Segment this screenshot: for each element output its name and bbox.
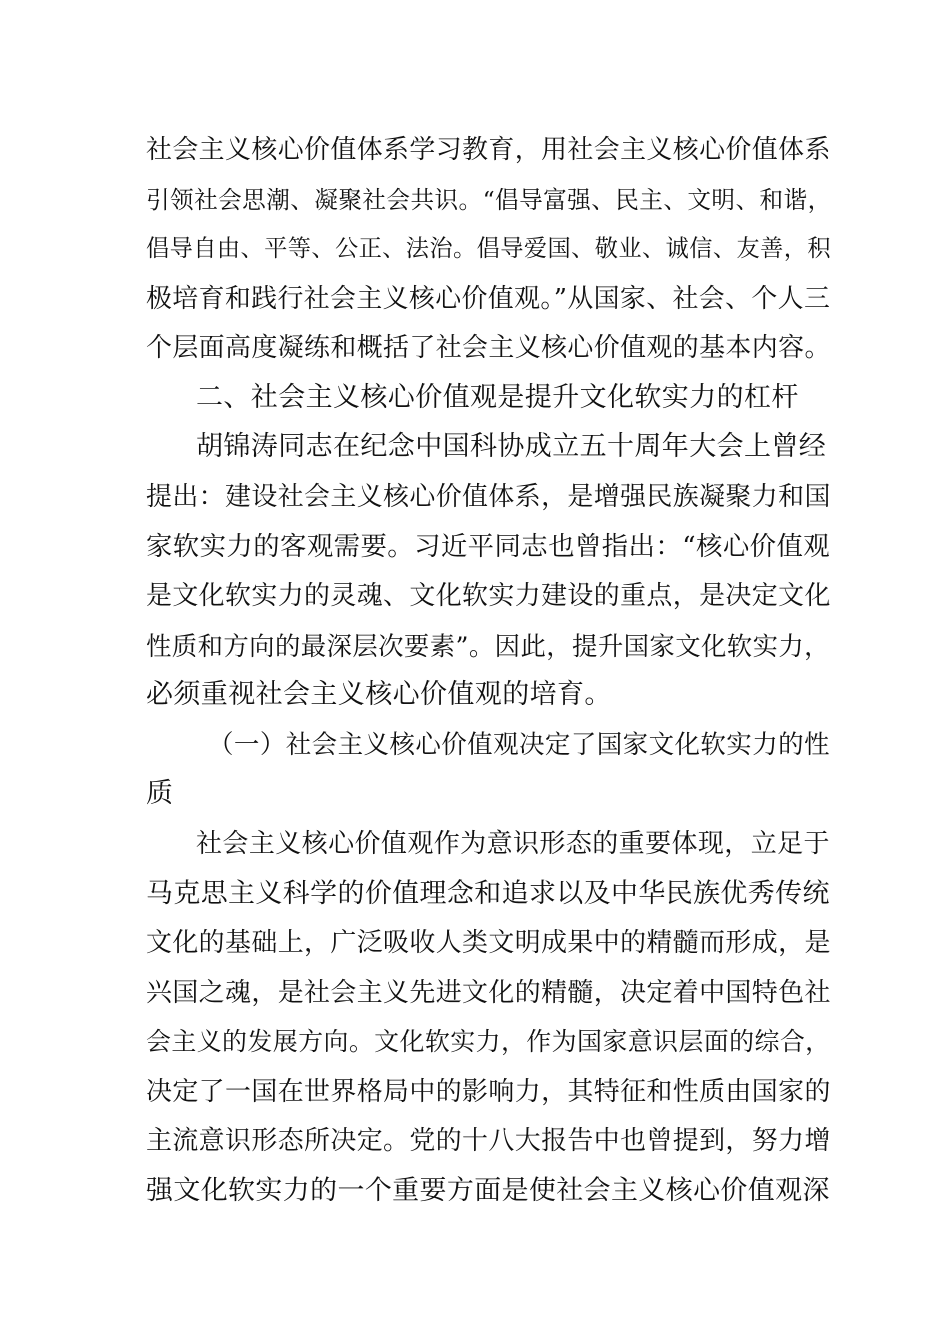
text-line: 引领社会思潮、凝聚社会共识。“倡导富强、民主、文明、和谐， [146, 186, 832, 214]
text-line: 必须重视社会主义核心价值观的培育。 [146, 679, 612, 710]
subsection-heading-continued: 质 [146, 778, 174, 809]
text-line: 性质和方向的最深层次要素”。因此，提升国家文化软实力， [146, 631, 830, 661]
text-line: 兴国之魂，是社会主义先进文化的精髓，决定着中国特色社 [146, 978, 831, 1008]
text-line: 强文化软实力的一个重要方面是使社会主义核心价值观深 [146, 1175, 830, 1206]
text-line: 文化的基础上，广泛吸收人类文明成果中的精髓而形成，是 [146, 928, 831, 958]
text-line: 提出：建设社会主义核心价值体系，是增强民族凝聚力和国 [146, 482, 831, 512]
text-line: 社会主义核心价值观作为意识形态的重要体现，立足于 [196, 829, 830, 859]
text-line: 马克思主义科学的价值理念和追求以及中华民族优秀传统 [146, 878, 830, 909]
text-line: 主流意识形态所决定。党的十八大报告中也曾提到，努力增 [146, 1126, 831, 1156]
text-line: 极培育和践行社会主义核心价值观。”从国家、社会、个人三 [146, 284, 831, 314]
text-line: 会主义的发展方向。文化软实力，作为国家意识层面的综合， [146, 1027, 831, 1056]
text-line: 胡锦涛同志在纪念中国科协成立五十周年大会上曾经 [196, 431, 827, 462]
text-line: 倡导自由、平等、公正、法治。倡导爱国、敬业、诚信、友善，积 [146, 235, 831, 262]
subsection-heading: （一）社会主义核心价值观决定了国家文化软实力的性 [208, 730, 830, 760]
text-line: 决定了一国在世界格局中的影响力，其特征和性质由国家的 [146, 1077, 831, 1107]
section-heading: 二、社会主义核心价值观是提升文化软实力的杠杆 [196, 382, 799, 413]
text-line: 个层面高度凝练和概括了社会主义核心价值观的基本内容。 [146, 333, 831, 363]
text-line: 社会主义核心价值体系学习教育，用社会主义核心价值体系 [146, 135, 831, 165]
text-line: 是文化软实力的灵魂、文化软实力建设的重点，是决定文化 [146, 581, 831, 611]
text-line: 家软实力的客观需要。习近平同志也曾指出：“核心价值观 [146, 531, 831, 562]
